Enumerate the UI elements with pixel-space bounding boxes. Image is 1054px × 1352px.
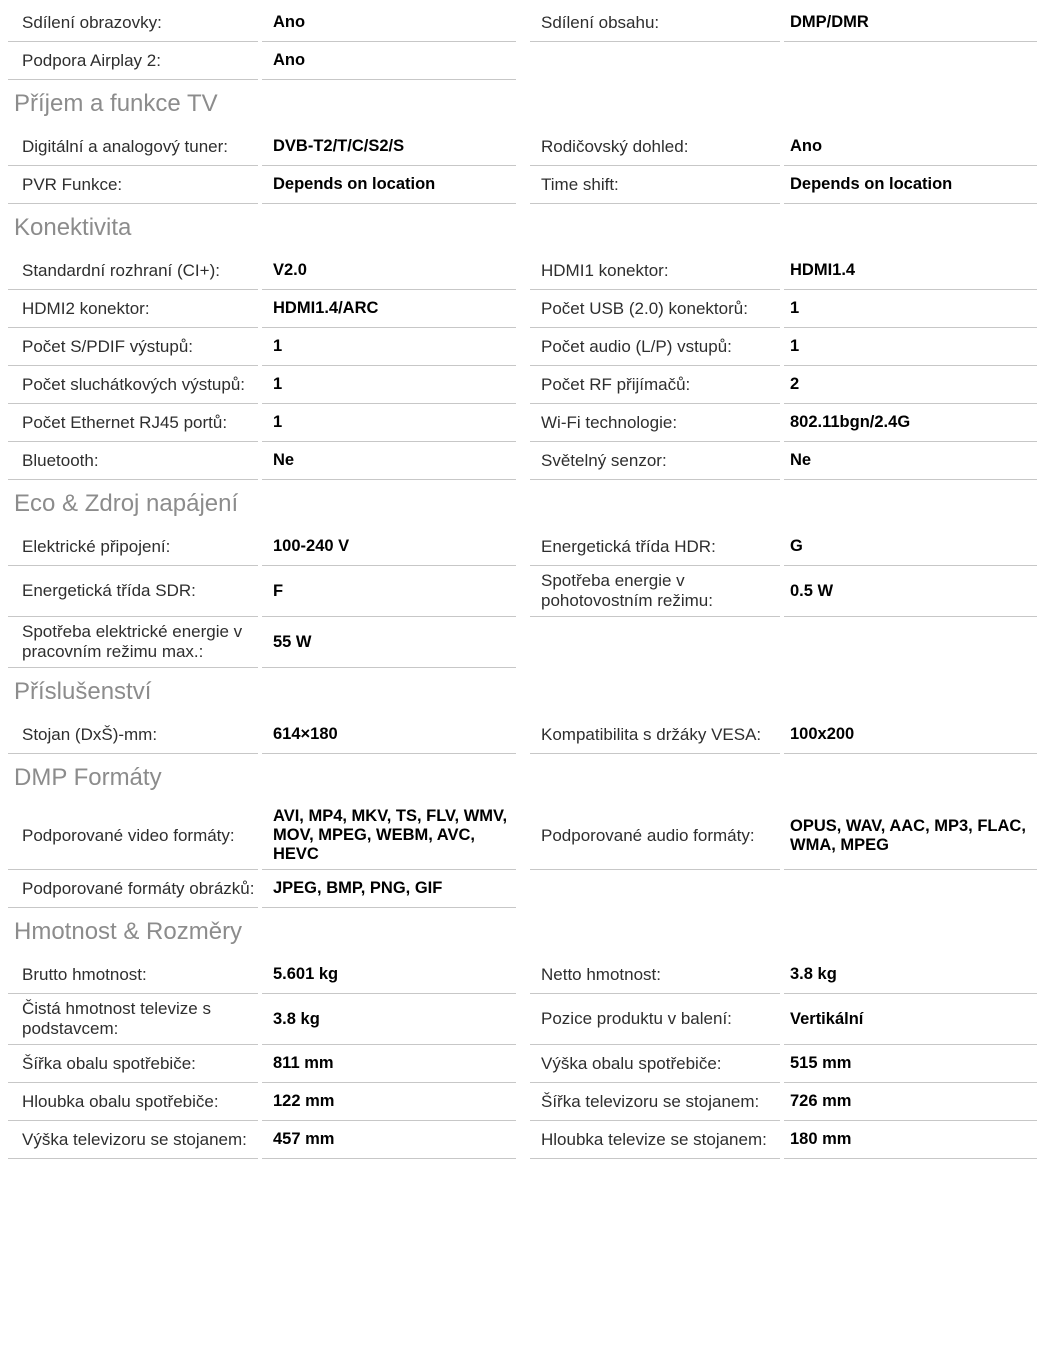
spec-value: 1 xyxy=(784,328,1037,366)
spec-value: Vertikální xyxy=(784,994,1037,1045)
spec-section xyxy=(8,908,1054,1159)
spec-value: 1 xyxy=(262,328,516,366)
spec-section xyxy=(8,754,1054,908)
spec-row xyxy=(8,252,1054,290)
spec-value: V2.0 xyxy=(262,252,516,290)
spec-value: 3.8 kg xyxy=(262,994,516,1045)
spec-value: 100-240 V xyxy=(262,528,516,566)
spec-value: OPUS, WAV, AAC, MP3, FLAC, WMA, MPEG xyxy=(784,802,1037,870)
spec-label: PVR Funkce: xyxy=(8,166,258,204)
spec-label: Stojan (DxŠ)-mm: xyxy=(8,716,258,754)
spec-label: Energetická třída HDR: xyxy=(530,528,780,566)
spec-label: Podpora Airplay 2: xyxy=(8,42,258,80)
spec-row xyxy=(8,566,1054,617)
spec-value: 457 mm xyxy=(262,1121,516,1159)
column-gap xyxy=(520,716,526,754)
column-gap xyxy=(520,4,526,42)
spec-value: 1 xyxy=(262,404,516,442)
spec-row xyxy=(8,1121,1054,1159)
spec-label: Brutto hmotnost: xyxy=(8,956,258,994)
spec-value: 614×180 xyxy=(262,716,516,754)
column-gap xyxy=(520,1121,526,1159)
spec-row xyxy=(8,128,1054,166)
column-gap xyxy=(520,566,526,617)
spec-row xyxy=(8,802,1054,870)
spec-value: HDMI1.4 xyxy=(784,252,1037,290)
column-gap xyxy=(520,528,526,566)
spec-value: DMP/DMR xyxy=(784,4,1037,42)
spec-value: 802.11bgn/2.4G xyxy=(784,404,1037,442)
spec-value: HDMI1.4/ARC xyxy=(262,290,516,328)
section-title: Eco & Zdroj napájení xyxy=(14,490,239,517)
spec-section xyxy=(8,80,1054,204)
spec-row xyxy=(8,716,1054,754)
spec-label: HDMI1 konektor: xyxy=(530,252,780,290)
spec-label: Spotřeba energie v pohotovostním režimu: xyxy=(530,566,780,617)
spec-value: JPEG, BMP, PNG, GIF xyxy=(262,870,516,908)
column-gap xyxy=(520,802,526,870)
spec-row xyxy=(8,870,1054,908)
column-gap xyxy=(520,252,526,290)
spec-value: 515 mm xyxy=(784,1045,1037,1083)
column-gap xyxy=(520,328,526,366)
spec-label: Výška obalu spotřebiče: xyxy=(530,1045,780,1083)
spec-value: 180 mm xyxy=(784,1121,1037,1159)
spec-label: Podporované formáty obrázků: xyxy=(8,870,258,908)
spec-label: Podporované video formáty: xyxy=(8,802,258,870)
spec-row xyxy=(8,366,1054,404)
spec-label: Počet S/PDIF výstupů: xyxy=(8,328,258,366)
column-gap xyxy=(520,404,526,442)
column-gap xyxy=(520,956,526,994)
spec-label: Pozice produktu v balení: xyxy=(530,994,780,1045)
spec-value: 1 xyxy=(262,366,516,404)
spec-value: AVI, MP4, MKV, TS, FLV, WMV, MOV, MPEG, WEBM, AVC, HEVC xyxy=(262,802,516,870)
spec-row xyxy=(8,617,1054,668)
spec-row xyxy=(8,166,1054,204)
spec-value: Ne xyxy=(784,442,1037,480)
spec-label: Spotřeba elektrické energie v pracovním režimu max.: xyxy=(8,617,258,668)
column-gap xyxy=(520,617,526,668)
spec-row xyxy=(8,4,1054,42)
spec-row xyxy=(8,528,1054,566)
spec-value: Depends on location xyxy=(262,166,516,204)
column-gap xyxy=(520,1045,526,1083)
spec-label: Hloubka obalu spotřebiče: xyxy=(8,1083,258,1121)
section-title: DMP Formáty xyxy=(14,764,162,791)
spec-label: Elektrické připojení: xyxy=(8,528,258,566)
spec-value: 3.8 kg xyxy=(784,956,1037,994)
spec-row xyxy=(8,42,1054,80)
column-gap xyxy=(520,366,526,404)
section-title: Hmotnost & Rozměry xyxy=(14,918,243,945)
spec-label: Počet USB (2.0) konektorů: xyxy=(530,290,780,328)
spec-value: 0.5 W xyxy=(784,566,1037,617)
spec-value: 2 xyxy=(784,366,1037,404)
spec-label: Kompatibilita s držáky VESA: xyxy=(530,716,780,754)
spec-value: 726 mm xyxy=(784,1083,1037,1121)
spec-label: Výška televizoru se stojanem: xyxy=(8,1121,258,1159)
spec-row xyxy=(8,404,1054,442)
spec-row xyxy=(8,1083,1054,1121)
spec-value: F xyxy=(262,566,516,617)
column-gap xyxy=(520,42,526,80)
spec-value: Ano xyxy=(262,42,516,80)
spec-cell-empty xyxy=(530,870,780,908)
spec-label: Podporované audio formáty: xyxy=(530,802,780,870)
spec-label: Time shift: xyxy=(530,166,780,204)
column-gap xyxy=(520,128,526,166)
spec-row xyxy=(8,956,1054,994)
spec-label: HDMI2 konektor: xyxy=(8,290,258,328)
column-gap xyxy=(520,442,526,480)
spec-value: 5.601 kg xyxy=(262,956,516,994)
spec-section xyxy=(8,480,1054,668)
spec-label: Hloubka televize se stojanem: xyxy=(530,1121,780,1159)
spec-section xyxy=(8,668,1054,754)
column-gap xyxy=(520,1083,526,1121)
column-gap xyxy=(520,166,526,204)
spec-value: 811 mm xyxy=(262,1045,516,1083)
section-title: Příjem a funkce TV xyxy=(14,90,218,117)
spec-section xyxy=(8,204,1054,480)
spec-cell-empty xyxy=(530,617,780,668)
spec-row xyxy=(8,290,1054,328)
spec-label: Sdílení obrazovky: xyxy=(8,4,258,42)
spec-label: Počet RF přijímačů: xyxy=(530,366,780,404)
spec-label: Rodičovský dohled: xyxy=(530,128,780,166)
spec-value: Depends on location xyxy=(784,166,1037,204)
spec-label: Wi-Fi technologie: xyxy=(530,404,780,442)
spec-value: Ano xyxy=(784,128,1037,166)
spec-value: Ne xyxy=(262,442,516,480)
spec-label: Standardní rozhraní (CI+): xyxy=(8,252,258,290)
spec-label: Počet Ethernet RJ45 portů: xyxy=(8,404,258,442)
spec-label: Čistá hmotnost televize s podstavcem: xyxy=(8,994,258,1045)
spec-row xyxy=(8,994,1054,1045)
spec-label: Šířka televizoru se stojanem: xyxy=(530,1083,780,1121)
spec-label: Sdílení obsahu: xyxy=(530,4,780,42)
spec-section xyxy=(8,4,1054,80)
spec-label: Počet sluchátkových výstupů: xyxy=(8,366,258,404)
column-gap xyxy=(520,870,526,908)
spec-label: Digitální a analogový tuner: xyxy=(8,128,258,166)
spec-value: 100x200 xyxy=(784,716,1037,754)
spec-cell-empty xyxy=(784,870,1037,908)
spec-row xyxy=(8,1045,1054,1083)
spec-cell-empty xyxy=(784,617,1037,668)
section-title: Konektivita xyxy=(14,214,132,241)
section-title: Příslušenství xyxy=(14,678,152,705)
spec-value: 55 W xyxy=(262,617,516,668)
spec-value: DVB-T2/T/C/S2/S xyxy=(262,128,516,166)
spec-value: 1 xyxy=(784,290,1037,328)
column-gap xyxy=(520,994,526,1045)
spec-label: Bluetooth: xyxy=(8,442,258,480)
spec-label: Šířka obalu spotřebiče: xyxy=(8,1045,258,1083)
column-gap xyxy=(520,290,526,328)
spec-value: G xyxy=(784,528,1037,566)
spec-label: Netto hmotnost: xyxy=(530,956,780,994)
spec-row xyxy=(8,328,1054,366)
spec-label: Počet audio (L/P) vstupů: xyxy=(530,328,780,366)
spec-row xyxy=(8,442,1054,480)
spec-value: 122 mm xyxy=(262,1083,516,1121)
spec-value: Ano xyxy=(262,4,516,42)
spec-label: Energetická třída SDR: xyxy=(8,566,258,617)
spec-cell-empty xyxy=(784,42,1037,80)
spec-cell-empty xyxy=(530,42,780,80)
spec-label: Světelný senzor: xyxy=(530,442,780,480)
